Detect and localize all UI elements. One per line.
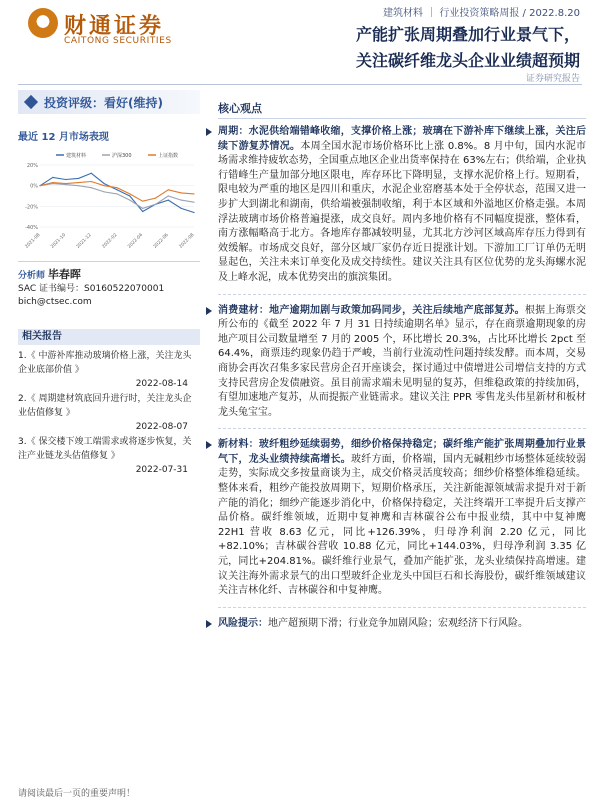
y-tick-label: 0% <box>30 183 38 190</box>
paragraph-lead: 新材料：玻纤粗纱延续弱势，细纱价格保持稳定；碳纤维产能扩张周期叠加行业景气下，龙头业绩持续高增长。 <box>218 439 586 465</box>
paragraph-lead: 消费建材：地产逾期加剧与政策加码同步，关注后续地产底部复苏。 <box>218 304 525 316</box>
brand-logo <box>28 8 178 48</box>
data-point <box>129 193 130 194</box>
legend-label: 沪深300 <box>112 153 132 159</box>
data-point <box>78 185 79 186</box>
data-point <box>91 173 92 174</box>
data-point <box>193 212 194 213</box>
y-tick-label: -40% <box>25 225 38 231</box>
x-tick-label: 2022-04 <box>127 232 145 249</box>
title-line-2: 关注碳纤维龙头企业业绩超预期 <box>355 51 580 70</box>
paragraph-body: 根据上海票交所公布的《截至 2022 年 7 月 31 日持续逾期名单》显示，存在商票逾期现象的房地产项目公司数量增至 7 月的 2005 个，环比增长 20.3%，占比环比增长 2pct 至 64.4%，商票违约现象仍趋于严峻，当前行业流动性问题持续发酵。而本周，交易商协会再次召集多家民营房企召开座谈会，探讨通过中债增进公司增信支持的方式支持民营房企发债融资。虽目前需求端未见明显的复苏，但维稳政策的持续加码，有望加速地产复苏，从而提振产业链需求。建议关注 PPR 零售龙头伟星新材和板材龙头兔宝宝。 <box>218 304 587 418</box>
paragraph-consumer-materials <box>206 304 586 421</box>
data-point <box>65 183 66 184</box>
paragraph-lead: 周期：水泥供给端错峰收缩，支撑价格上涨；玻璃在下游补库下继续上涨，关注后续下游复苏情况。 <box>218 126 586 152</box>
x-tick-label: 2022-06 <box>152 232 170 249</box>
rating-banner <box>18 90 200 114</box>
data-point <box>129 200 130 201</box>
report-type: 证券研究报告 <box>525 74 580 84</box>
related-report-date: 2022-07-31 <box>135 465 188 475</box>
bullet-triangle-icon <box>206 128 212 136</box>
bullet-triangle-icon <box>206 441 212 449</box>
brand-name-en: CAITONG SECURITIES <box>64 36 172 46</box>
data-point <box>116 187 117 188</box>
paragraph-risk <box>206 617 586 632</box>
performance-title: 最近 12 月市场表现 <box>18 132 109 143</box>
x-tick-label: 2021-08 <box>24 232 42 249</box>
bullet-triangle-icon <box>206 620 212 628</box>
legend-label: 上证指数 <box>158 153 179 159</box>
paragraph-lead: 风险提示： <box>218 617 268 629</box>
data-point <box>104 183 105 184</box>
bullet-triangle-icon <box>206 307 212 315</box>
section-divider <box>218 607 586 609</box>
x-tick-label: 2022-02 <box>101 232 119 249</box>
data-point <box>181 208 182 209</box>
report-header <box>0 0 600 96</box>
data-point <box>116 193 117 194</box>
related-report-text: 3.《 保交楼下竣工端需求或将逐步恢复，关注产业链龙头估值修复 》 <box>18 437 192 461</box>
diamond-icon <box>24 95 38 109</box>
related-report[interactable] <box>18 435 200 477</box>
series-line-1 <box>40 173 194 212</box>
brand-name-cn: 财通证券 <box>64 14 165 39</box>
related-report-date: 2022-08-07 <box>135 422 188 432</box>
data-point <box>168 195 169 196</box>
main-content <box>206 100 586 637</box>
y-tick-label: -20% <box>25 204 38 211</box>
paragraph-cycle <box>206 125 586 286</box>
analyst-sac: SAC 证书编号：S0160522070001 <box>18 284 165 294</box>
sidebar <box>18 86 200 478</box>
related-report[interactable] <box>18 349 200 391</box>
related-report-text: 2.《 周期建材筑底回升进行时，关注龙头企业估值修复 》 <box>18 394 192 418</box>
paragraph-new-materials <box>206 438 586 599</box>
related-report-date: 2022-08-14 <box>135 379 188 389</box>
related-report[interactable] <box>18 392 200 434</box>
data-point <box>193 202 194 203</box>
data-point <box>142 208 143 209</box>
analyst-role: 分析师 <box>18 271 46 281</box>
data-point <box>168 200 169 201</box>
y-tick-label: 20% <box>26 163 38 169</box>
report-meta: 建筑材料 ｜ 行业投资策略周报 / 2022.8.20 <box>383 8 580 19</box>
data-point <box>91 181 92 182</box>
data-point <box>78 182 79 183</box>
x-tick-label: 2022-08 <box>178 232 196 249</box>
paragraph-body: 地产超预期下滑；行业竞争加剧风险；宏观经济下行风险。 <box>268 617 528 629</box>
analyst-name: 毕春晖 <box>47 268 81 281</box>
related-reports-title: 相关报告 <box>18 329 200 345</box>
header-divider <box>18 84 582 85</box>
data-point <box>142 211 143 212</box>
footer-disclaimer: 请阅读最后一页的重要声明！ <box>18 789 136 799</box>
section-divider <box>218 428 586 430</box>
analyst-block <box>18 261 200 309</box>
data-point <box>52 177 53 178</box>
legend-label: 建筑材料 <box>66 153 87 159</box>
data-point <box>116 189 117 190</box>
logo-mark-icon <box>28 8 58 38</box>
data-point <box>129 195 130 196</box>
data-point <box>155 204 156 205</box>
paragraph-body: 玻纤方面，价格端，国内无碱粗纱市场整体延续较弱走势，实际成交多按量商谈为主，成交价格灵活度较高；细纱价格整体维稳延续。整体来看，粗纱产能投放周期下，短期价格承压，关注新能源领域需求提升对于新产能的消化；细纱产能逐步消化中，价格保持稳定，关注终端开工率提升后支撑产品价格。碳纤维领域，近期中复神鹰和吉林碳谷公布中报业绩，其中中复神鹰 22H1 营收 8.63 亿元，同比+126.39%，归母净利润 2.20 亿元，同比+82.10%；吉林碳谷营收 10.88 亿元，同比+144.03%，归母净利润 3.35 亿元，同比+204.81%。碳纤维行业景气，叠加产能扩张，龙头业绩保持高增速。建议关注海外需求景气的出口型玻纤企业龙头中国巨石和长海股份，碳纤维领域建议关注吉林化纤、吉林碳谷和中复神鹰。 <box>218 453 587 597</box>
report-title <box>356 22 580 74</box>
data-point <box>155 197 156 198</box>
rating-text: 投资评级：看好(维持) <box>44 95 163 110</box>
related-reports-list <box>18 349 200 477</box>
related-report-text: 1.《 中游补库推动玻璃价格上涨，关注龙头企业底部价值 》 <box>18 351 192 375</box>
data-point <box>65 179 66 180</box>
section-divider <box>218 294 586 296</box>
data-point <box>168 189 169 190</box>
data-point <box>78 178 79 179</box>
data-point <box>65 184 66 185</box>
data-point <box>104 191 105 192</box>
data-point <box>52 182 53 183</box>
data-point <box>39 185 40 186</box>
data-point <box>142 201 143 202</box>
data-point <box>181 200 182 201</box>
analyst-email[interactable]: bich@ctsec.com <box>18 297 92 307</box>
data-point <box>91 187 92 188</box>
data-point <box>104 185 105 186</box>
title-line-1: 产能扩张周期叠加行业景气下， <box>355 25 580 44</box>
performance-chart <box>18 149 200 249</box>
x-tick-label: 2021-10 <box>50 232 68 249</box>
data-point <box>193 193 194 194</box>
x-tick-label: 2021-12 <box>75 232 93 249</box>
core-views-title: 核心观点 <box>218 100 586 119</box>
paragraph-body: 本周全国水泥市场价格环比上涨 0.8%。8 月中旬，国内水泥市场需求维持疲软态势，全国重点地区企业出货率保持在 63%左右；供给端，企业执行错峰生产量加部分地区限电，库存环比下降明显，支撑水泥价格上行。短期看，限电较为严重的地区是四川和重庆，水泥企业窑磨基本处于全停状态，范围又进一步扩大到湖北和湖南，供给端被强制收缩，利于本区域和外溢地区价格走强。本周浮法玻璃市场价格普遍提涨，成交良好。周内多地价格有不同幅度提涨，整体看，南方涨幅略高于北方。各地库存都减较明显，尤其北方沙河区域高库存压力得到有效缓解。市场成交良好，部分区域厂家仍存近日提涨计划。下游加工厂订单仍无明显起色，关注未来订单变化及成交持续性。建议关注具有区位优势的龙头海螺水泥及上峰水泥，成本优势突出的旗滨集团。 <box>218 140 587 283</box>
data-point <box>181 192 182 193</box>
